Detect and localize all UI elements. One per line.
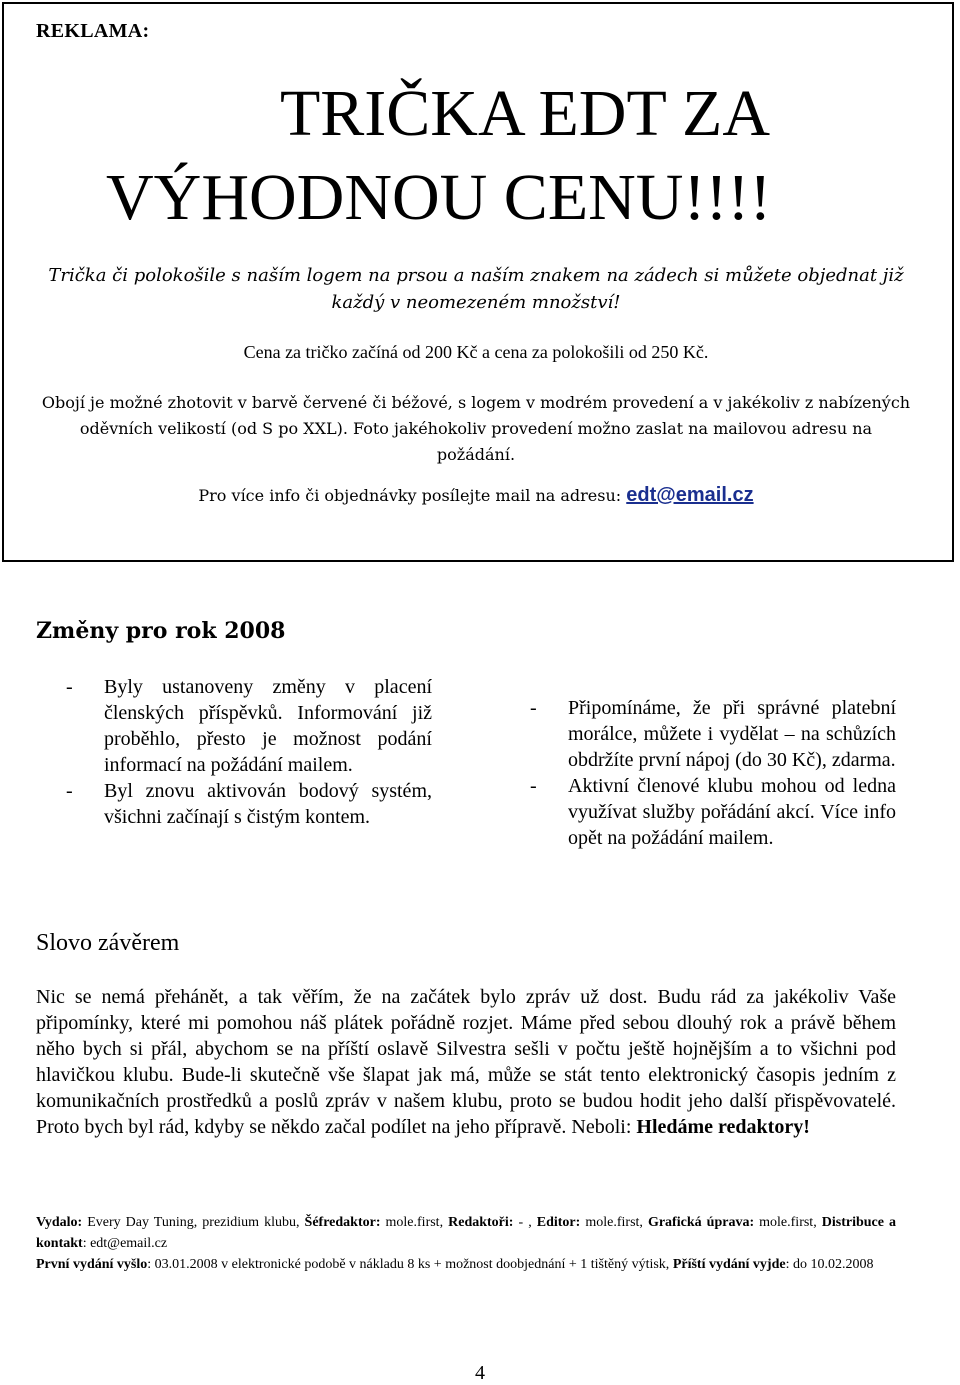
changes-left-column: [66, 674, 432, 830]
list-dash: -: [530, 775, 537, 797]
closing-emphasis: Hledáme redaktory!: [636, 1116, 810, 1138]
closing-text: Nic se nemá přehánět, a tak věřím, že na začátek bylo zpráv už dost. Budu rád za jakékoliv Vaše připomínky, které mi pomohou náš plátek pořádně rozjet. Máme před sebou dlouhý rok a právě během něho bych si přál, abychom se na příští oslavě Silvestra sešli v počtu ještě hojnějším a to všichni pod hlavičkou klubu. Bude-li skutečně vše šlapat jak má, může se stát tento elektronický časopis jedním z komunikačních prostředků a poslů zpráv v našem klubu, proto se budou hodit jeho další přispěvovatelé. Proto bych byl rád, kdyby se někdo začal podílet na jeho přípravě. Neboli:: [36, 986, 896, 1138]
changes-right-column: [530, 695, 896, 851]
changes-heading: Změny pro rok 2008: [36, 618, 286, 644]
imprint-label: Distribuce a kontakt: [36, 1215, 897, 1251]
imprint-label: Příští vydání vyjde: [672, 1257, 786, 1272]
closing-heading: Slovo závěrem: [36, 930, 180, 956]
list-item-text: Byl znovu aktivován bodový systém, všichni začínají s čistým kontem.: [104, 780, 432, 828]
ad-options: Obojí je možné zhotovit v barvě červené či béžové, s logem v modrém provedení a v jakékoliv z nabízených oděvních velikostí (od S po XXL). Foto jakéhokoliv provedení možno zaslat na mailovou adresu na požádání.: [41, 393, 911, 464]
ad-intro: Trička či polokošile s naším logem na prsou a naším znakem na zádech si můžete objednat již každý v neomezeném množství!: [48, 265, 904, 313]
list-dash: -: [66, 676, 73, 698]
imprint-value: - ,: [513, 1215, 537, 1230]
list-dash: -: [66, 780, 73, 802]
ad-title: [100, 72, 880, 240]
imprint-label: Grafická úprava:: [647, 1215, 755, 1230]
list-item: [530, 695, 896, 773]
ad-title-line-2: VÝHODNOU CENU!!!!: [106, 161, 772, 234]
closing-paragraph: [36, 984, 896, 1140]
imprint-issue: [36, 1254, 896, 1275]
list-item-text: Byly ustanoveny změny v placení členských příspěvků. Informování již proběhlo, přesto je možnost podání informací na požádání mailem.: [104, 676, 432, 776]
imprint-value: mole.first,: [580, 1215, 648, 1230]
ad-price: Cena za tričko začíná od 200 Kč a cena za polokošili od 250 Kč.: [243, 342, 709, 362]
imprint-label: Redaktoři:: [448, 1215, 514, 1230]
list-dash: -: [530, 697, 537, 719]
ad-title-line-1: TRIČKA EDT ZA: [279, 77, 771, 150]
list-item: [66, 674, 432, 778]
ad-contact-text: Pro více info či objednávky posílejte mail na adresu:: [198, 486, 627, 505]
page-number: 4: [475, 1362, 485, 1384]
ad-email-link[interactable]: edt@email.cz: [626, 484, 754, 506]
list-item-text: Připomínáme, že při správné platební morálce, můžete i vydělat – na schůzích obdržíte první nápoj (do 30 Kč), zdarma.: [568, 697, 896, 771]
list-item-text: Aktivní členové klubu mohou od ledna využívat služby pořádání akcí. Více info opět na požádání mailem.: [568, 775, 896, 849]
imprint-value: Every Day Tuning, prezidium klubu,: [82, 1215, 305, 1230]
imprint-value: mole.first,: [754, 1215, 822, 1230]
list-item: [530, 773, 896, 851]
imprint-label: Šéfredaktor:: [304, 1215, 381, 1230]
ad-label: REKLAMA:: [36, 20, 150, 42]
imprint-value: : do 10.02.2008: [785, 1257, 874, 1272]
imprint-value: : 03.01.2008 v elektronické podobě v nákladu 8 ks + možnost doobjednání + 1 tištěný výtisk,: [147, 1257, 673, 1272]
imprint-value: mole.first,: [380, 1215, 449, 1230]
imprint-label: První vydání vyšlo: [36, 1257, 148, 1272]
imprint-value: : edt@email.cz: [82, 1236, 168, 1251]
imprint-label: Vydalo:: [36, 1215, 83, 1230]
ad-contact: [30, 484, 922, 507]
list-item: [66, 778, 432, 830]
imprint-publisher: [36, 1212, 896, 1254]
imprint-label: Editor:: [536, 1215, 581, 1230]
